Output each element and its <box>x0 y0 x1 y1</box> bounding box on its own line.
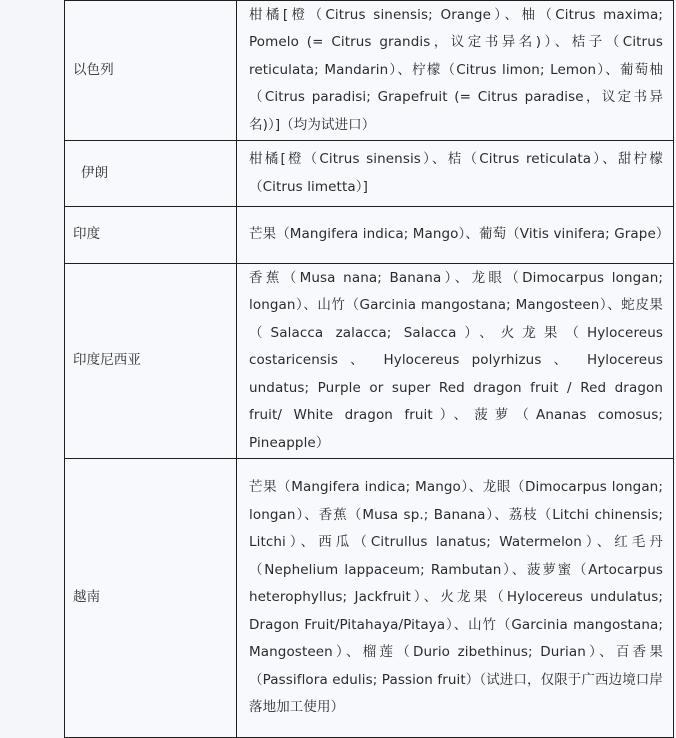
products-cell: 香蕉（Musa nana; Banana）、龙眼（Dimocarpus longan; longan）、山竹（Garcinia mangostana; Mangosteen）、蛇皮果（Salacca zalacca; Salacca）、火龙果（Hylocereus costaricensis 、 Hylocereus polyrhizus 、 Hylocereus undatus; Purple or super Red dragon fruit / Red dragon fruit/ White dragon fruit）、菠萝（Ananas comosus; Pineapple） <box>237 264 674 459</box>
products-text: 柑橘[橙（Citrus sinensis）、桔（Citrus reticulata）、甜柠檬（Citrus limetta）] <box>249 151 663 195</box>
country-cell: 以色列 <box>65 1 237 141</box>
table-row <box>65 264 674 459</box>
table-row <box>65 1 674 141</box>
left-column-gutter <box>0 0 66 736</box>
country-cell: 印度 <box>65 207 237 264</box>
table-row <box>65 459 674 738</box>
products-cell: 芒果（Mangifera indica; Mango）、葡萄（Vitis vinifera; Grape） <box>237 207 674 264</box>
products-cell <box>237 141 674 207</box>
table-row <box>65 141 674 207</box>
country-label: 伊朗 <box>81 164 109 181</box>
table-row <box>65 207 674 264</box>
country-cell <box>65 141 237 207</box>
country-cell: 越南 <box>65 459 237 738</box>
products-cell: 柑橘[橙（Citrus sinensis; Orange）、柚（Citrus maxima; Pomelo (= Citrus grandis，议定书异名)）、桔子（Citrus reticulata; Mandarin）、柠檬（Citrus limon; Lemon）、葡萄柚（Citrus paradisi; Grapefruit (= Citrus paradise，议定书异名)）]（均为试进口） <box>237 1 674 141</box>
products-cell: 芒果（Mangifera indica; Mango）、龙眼（Dimocarpus longan; longan）、香蕉（Musa sp.; Banana）、荔枝（Litchi chinensis; Litchi）、西瓜（Citrullus lanatus; Watermelon）、红毛丹（Nephelium lappaceum; Rambutan）、菠萝蜜（Artocarpus heterophyllus; Jackfruit）、火龙果（Hylocereus undulatus; Dragon Fruit/Pitahaya/Pitaya）、山竹（Garcinia mangostana; Mangosteen）、榴莲（Durio zibethinus; Durian）、百香果（Passiflora edulis; Passion fruit）（试进口，仅限于广西边境口岸落地加工使用） <box>237 459 674 738</box>
country-cell: 印度尼西亚 <box>65 264 237 459</box>
table-container <box>64 0 676 736</box>
import-fruit-table <box>64 0 674 738</box>
